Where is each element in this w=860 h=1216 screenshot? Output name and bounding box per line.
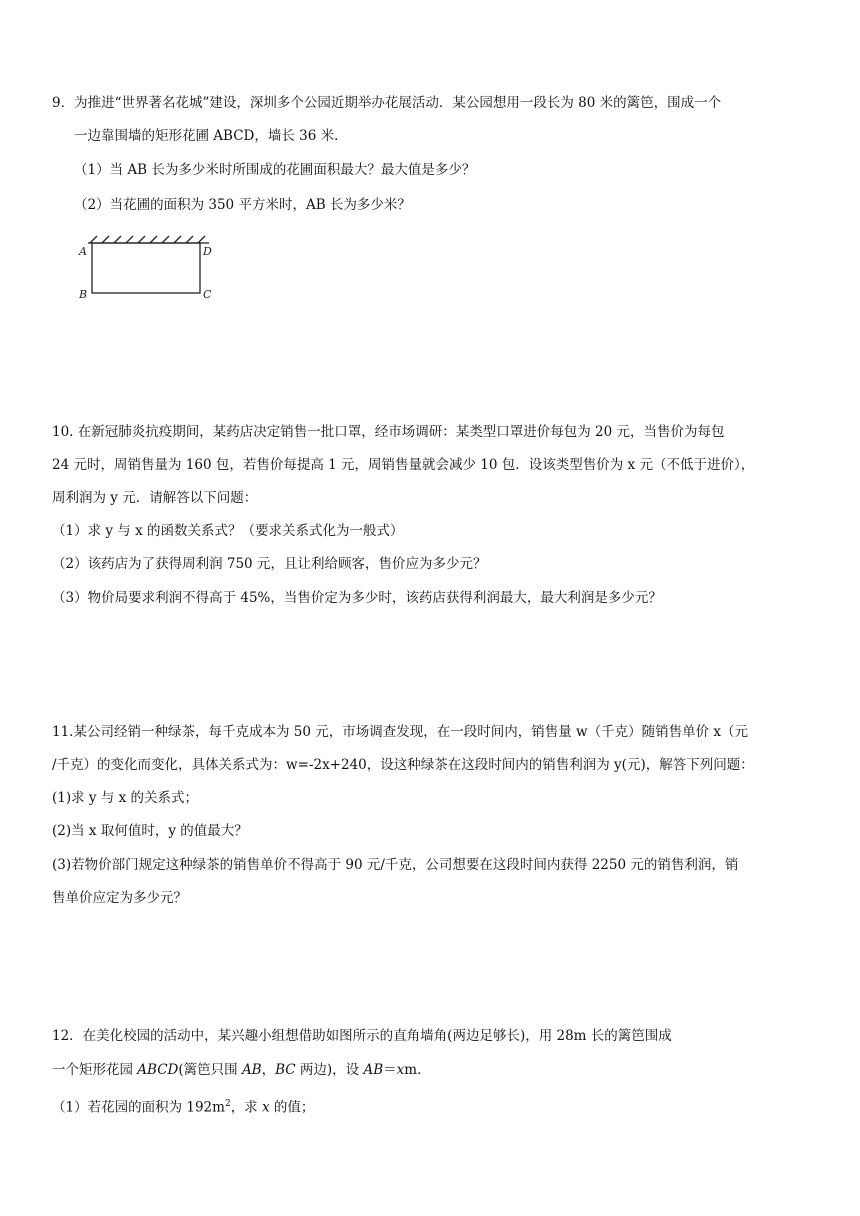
problem-12-line-2	[52, 1060, 431, 1080]
problem-10-line-2: 24 元时，周销售量为 160 包，若售价每提高 1 元，周销售量就会减少 10 包．设该类型售价为 x 元（不低于进价），	[52, 457, 755, 473]
variable-ab: AB	[363, 1062, 384, 1078]
superscript: 2	[224, 1099, 231, 1109]
problem-12-line-1: 12．在美化校园的活动中，某兴趣小组想借助如图所示的直角墙角(两边足够长)，用 28m 长的篱笆围成	[52, 1028, 672, 1044]
text-segment: （1）若花园的面积为 192m	[52, 1099, 225, 1116]
problem-11-question-2: (2)当 x 取何值时，y 的值最大？	[52, 823, 248, 839]
problem-10-question-2: （2）该药店为了获得周利润 750 元，且让利给顾客，售价应为多少元？	[52, 556, 487, 572]
text-segment: ，求	[230, 1099, 262, 1116]
text-segment: (篱笆只围	[178, 1062, 242, 1078]
text-segment: ＝	[383, 1062, 397, 1078]
variable-x: x	[396, 1062, 405, 1078]
problem-11-line-1: 11.某公司经销一种绿茶，每千克成本为 50 元，市场调查发现，在一段时间内，销售量 w（千克）随销售单价 x（元	[52, 724, 748, 740]
problem-10-question-1: （1）求 y 与 x 的函数关系式？（要求关系式化为一般式）	[52, 523, 404, 539]
variable-ab: AB	[241, 1062, 262, 1078]
wall-hatching	[90, 236, 205, 243]
text-segment: 的值；	[269, 1099, 315, 1116]
variable-bc: BC	[275, 1062, 296, 1078]
vertex-d-label: D	[203, 245, 212, 258]
problem-11-question-3-cont: 售单价应定为多少元？	[52, 890, 187, 906]
problem-9-question-2: （2）当花圃的面积为 350 平方米时，AB 长为多少米？	[74, 197, 411, 213]
vertex-a-label: A	[79, 245, 87, 258]
variable-x: x	[261, 1099, 270, 1116]
problem-9-line-2: 一边靠围墙的矩形花圃 ABCD，墙长 36 米．	[74, 128, 348, 144]
problem-9-question-1: （1）当 AB 长为多少米时所围成的花圃面积最大？最大值是多少？	[74, 162, 476, 178]
text-segment: ，	[261, 1062, 276, 1078]
problem-12-question-1	[52, 1094, 314, 1118]
text-segment: m．	[404, 1062, 431, 1078]
problem-11-question-3: (3)若物价部门规定这种绿茶的销售单价不得高于 90 元/千克，公司想要在这段时间内获得 2250 元的销售利润，销	[52, 857, 739, 873]
problem-11-question-1: (1)求 y 与 x 的关系式；	[52, 790, 199, 806]
vertex-c-label: C	[203, 288, 212, 301]
garden-rectangle-figure	[76, 234, 221, 306]
vertex-b-label: B	[79, 288, 88, 301]
problem-10-line-1: 10. 在新冠肺炎抗疫期间，某药店决定销售一批口罩，经市场调研：某类型口罩进价每包为 20 元，当售价为每包	[52, 424, 725, 440]
text-segment: 两边)，设	[295, 1062, 364, 1078]
problem-9-line-1: 9．为推进“世界著名花城”建设，深圳多个公园近期举办花展活动．某公园想用一段长为 80 米的篱笆，围成一个	[52, 95, 722, 111]
text-segment: 一个矩形花园	[52, 1062, 138, 1078]
problem-11-line-2: /千克）的变化而变化，具体关系式为：w=-2x+240，设这种绿茶在这段时间内的销售利润为 y(元)，解答下列问题：	[52, 757, 754, 773]
problem-10-question-3: （3）物价局要求利润不得高于 45%，当售价定为多少时，该药店获得利润最大，最大利润是多少元？	[52, 590, 662, 606]
garden-rect	[92, 243, 200, 293]
problem-10-line-3: 周利润为 y 元．请解答以下问题：	[52, 490, 258, 506]
variable-abcd: ABCD	[137, 1062, 179, 1078]
